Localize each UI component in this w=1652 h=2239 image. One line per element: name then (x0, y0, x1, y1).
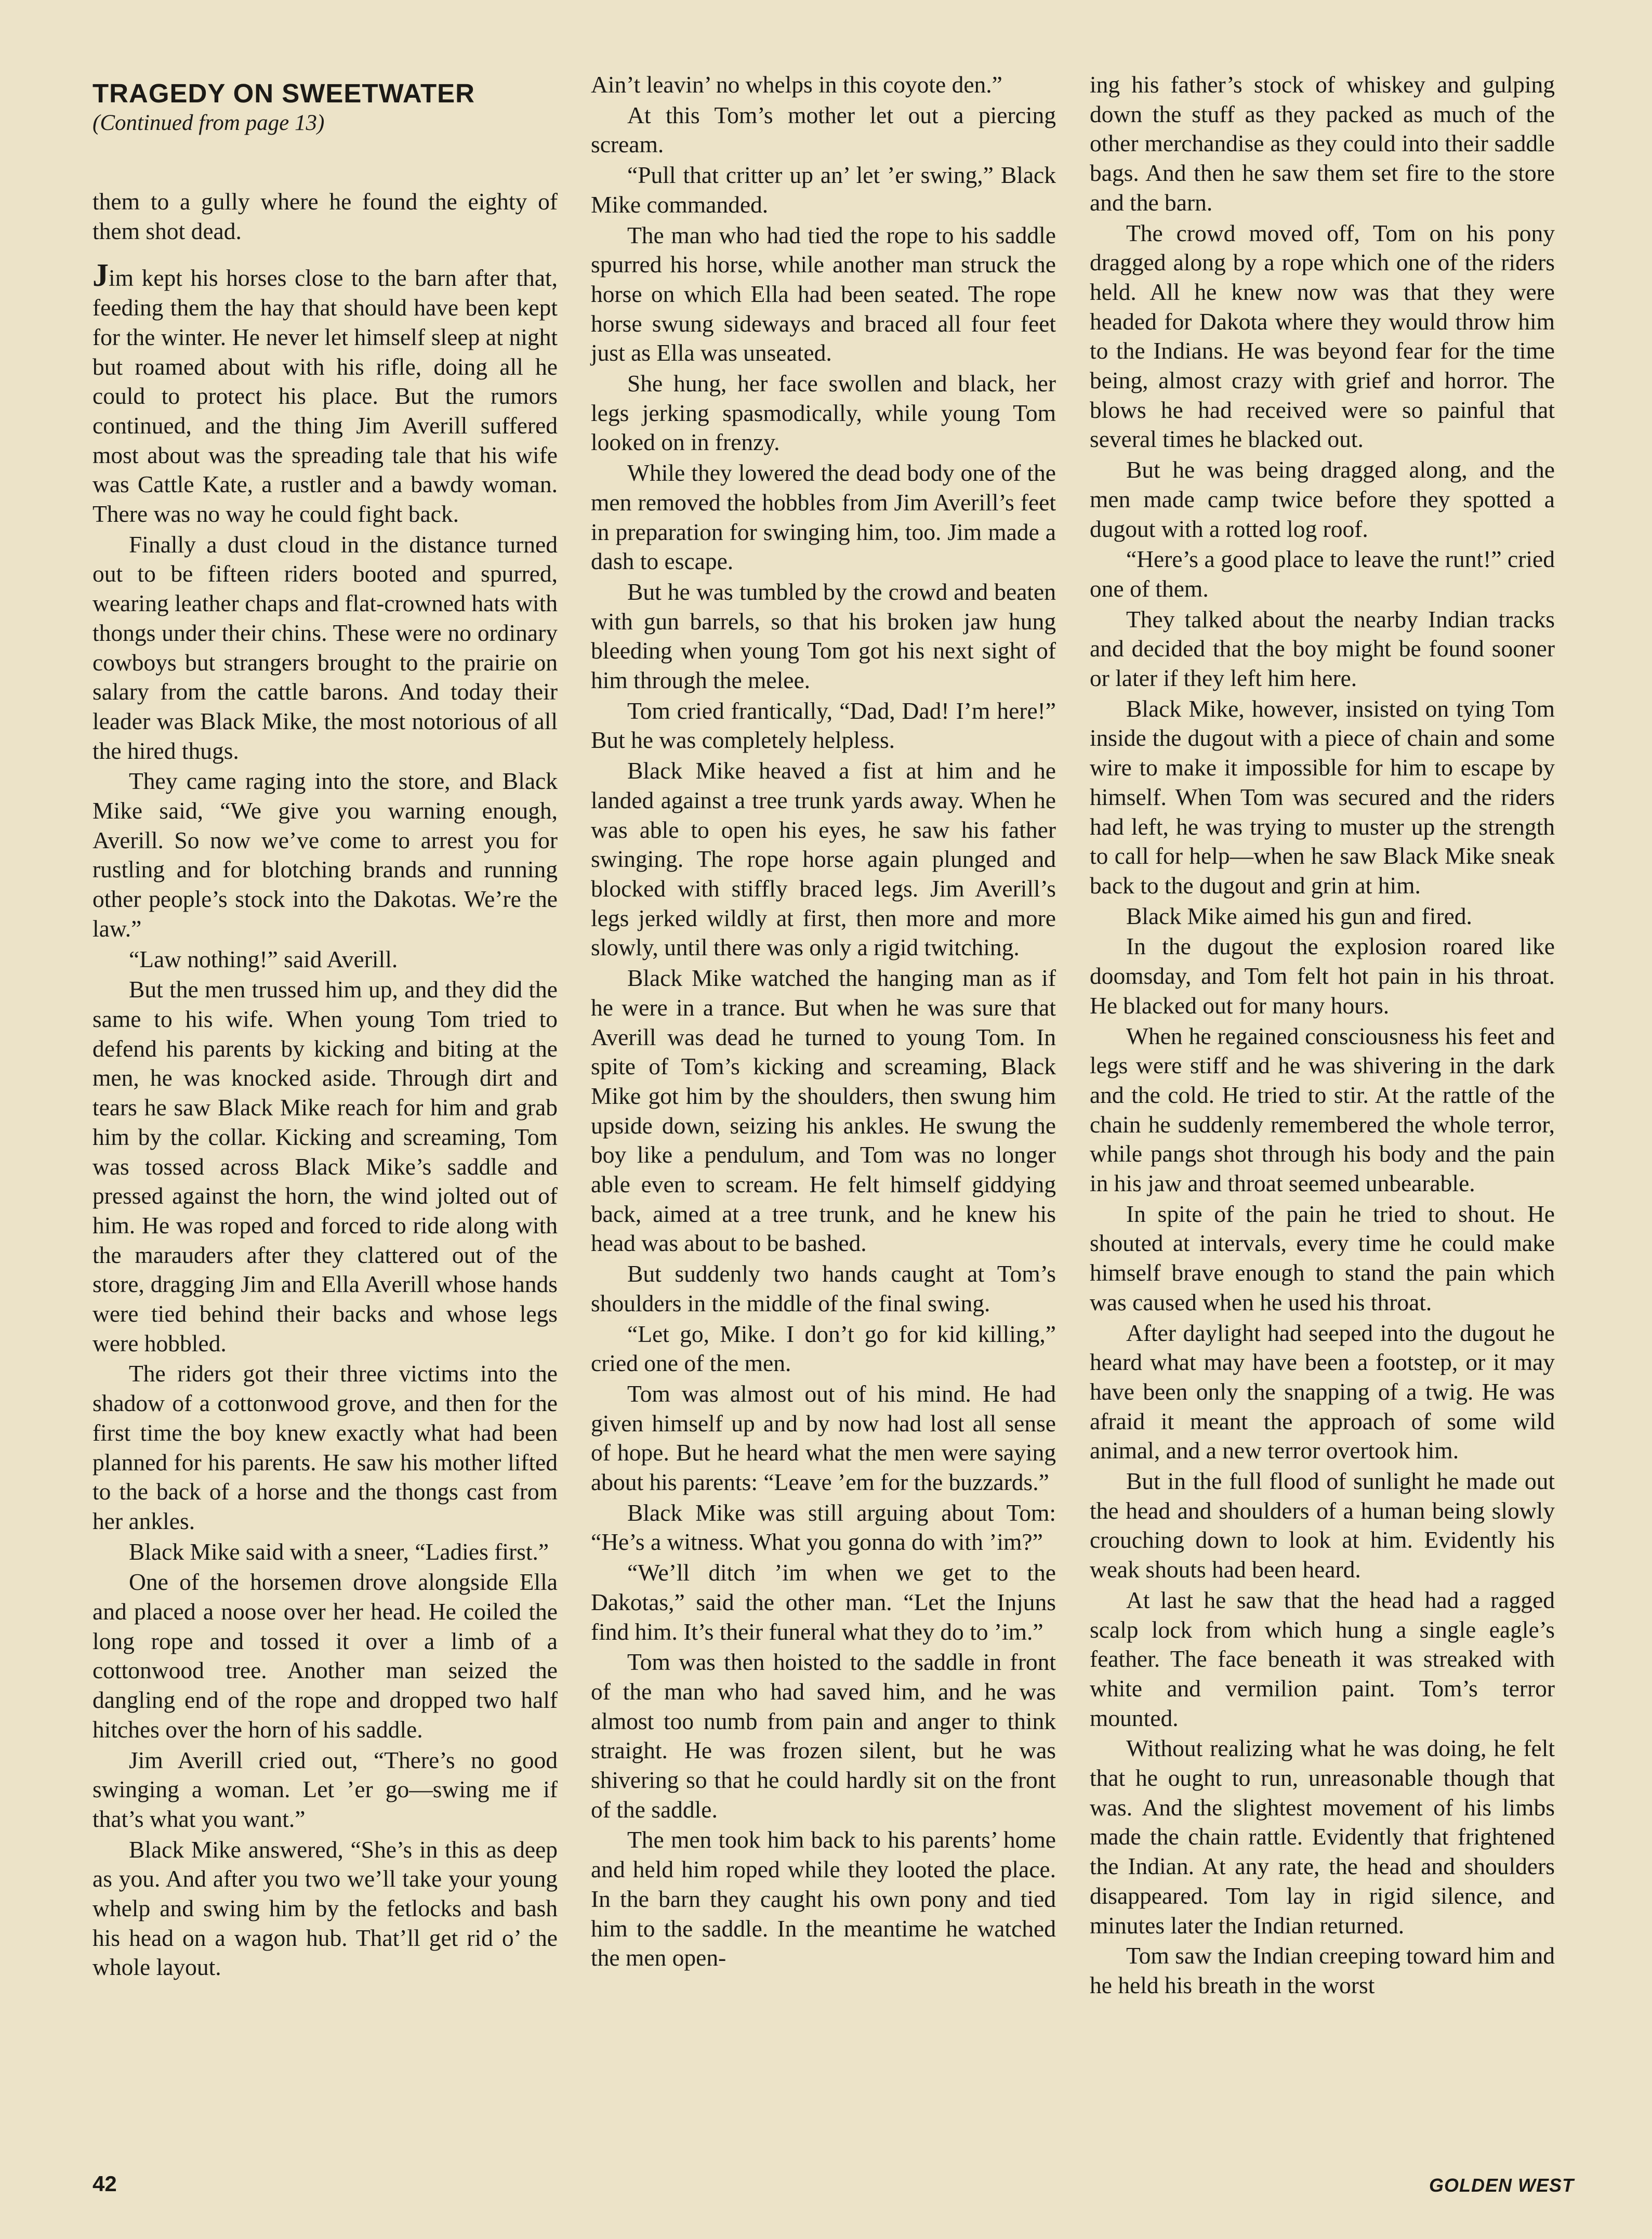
paragraph: Tom was almost out of his mind. He had given himself up and by now had lost all sense of hope. But he heard what the men were saying about his parents: “Leave ’em for the buzzards.” (591, 1380, 1056, 1496)
paragraph: The men took him back to his parents’ home and held him roped while they looted the place. In the barn they caught his own pony and tied him to the saddle. In the meantime he watched the men open- (591, 1826, 1056, 1971)
paragraph: “Pull that critter up an’ let ’er swing,” Black Mike commanded. (591, 162, 1056, 218)
paragraph: But he was being dragged along, and the men made camp twice before they spotted a dugout with a rotted log roof. (1090, 456, 1555, 542)
paragraph: But suddenly two hands caught at Tom’s shoulders in the middle of the final swing. (591, 1260, 1056, 1316)
paragraph-rest: im kept his horses close to the barn after that, feeding them the hay that should have been kept for the winter. He never let himself sleep at night but roamed about with his rifle, doing all he could to protect his place. But the rumors continued, and the thing Jim Averill suffered most about was the spreading tale that his wife was Cattle Kate, a rustler and a bawdy woman. There was no way he could fight back. (92, 265, 558, 528)
paragraph: They talked about the nearby Indian tracks and decided that the boy might be found sooner or later if they left him here. (1090, 605, 1555, 692)
paragraph: At last he saw that the head had a ragged scalp lock from which hung a single eagle’s feather. The face beneath it was streaked with white and vermilion paint. Tom’s terror mounted. (1090, 1586, 1555, 1731)
text-column-2 (591, 70, 1056, 1974)
paragraph: In the dugout the explosion roared like doomsday, and Tom felt hot pain in his throat. He blacked out for many hours. (1090, 933, 1555, 1019)
paragraph: But the men trussed him up, and they did the same to his wife. When young Tom tried to defend his parents by kicking and biting at the men, he was knocked aside. Through dirt and tears he saw Black Mike reach for him and grab him by the collar. Kicking and screaming, Tom was tossed across Black Mike’s saddle and pressed against the horn, the wind jolted out of him. He was roped and forced to ride along with the marauders after they clattered out of the store, dragging Jim and Ella Averill whose hands were tied behind their backs and whose legs were hobbled. (92, 976, 558, 1356)
paragraph: Black Mike watched the hanging man as if he were in a trance. But when he was sure that Averill was dead he turned to young Tom. In spite of Tom’s kicking and screaming, Black Mike got him by the shoulders, then swung him upside down, seizing his ankles. He swung the boy like a pendulum, and Tom was no longer able even to scream. He felt himself giddying back, aimed at a tree trunk, and he knew his head was about to be bashed. (591, 965, 1056, 1257)
paragraph: Black Mike aimed his gun and fired. (1126, 902, 1472, 929)
article-header (92, 78, 560, 136)
paragraph: Tom was then hoisted to the saddle in front of the man who had saved him, and he was almost too numb from pain and anger to think straight. He was frozen silent, but he was shivering so that he could hardly sit on the front of the saddle. (591, 1649, 1056, 1823)
paragraph-dropcap (92, 258, 558, 529)
paragraph: The man who had tied the rope to his saddle spurred his horse, while another man struck the horse on which Ella had been seated. The rope horse swung sideways and braced all four feet just as Ella was unseated. (591, 221, 1056, 366)
paragraph: “Here’s a good place to leave the runt!” cried one of them. (1090, 546, 1555, 602)
paragraph: But he was tumbled by the crowd and beaten with gun barrels, so that his broken jaw hung bleeding when young Tom got his next sight of him through the melee. (591, 578, 1056, 694)
paragraph: Black Mike heaved a fist at him and he landed against a tree trunk yards away. When he was able to open his eyes, he saw his father swinging. The rope horse again plunged and blocked with stiffly braced legs. Jim Averill’s legs jerked wildly at first, then more and more slowly, until there was only a rigid twitching. (591, 757, 1056, 961)
paragraph: Ain’t leavin’ no whelps in this coyote den.” (591, 71, 1002, 98)
paragraph: Black Mike said with a sneer, “Ladies first.” (129, 1538, 549, 1565)
text-column-3 (1090, 70, 1555, 2001)
paragraph: While they lowered the dead body one of the men removed the hobbles from Jim Averill’s feet in preparation for swinging him, too. Jim made a dash to escape. (591, 459, 1056, 575)
paragraph: Black Mike was still arguing about Tom: “He’s a witness. What you gonna do with ’im?” (591, 1499, 1056, 1556)
paragraph: Tom cried frantically, “Dad, Dad! I’m here!” But he was completely helpless. (591, 697, 1056, 754)
text-column-1 (92, 187, 558, 1983)
paragraph: Tom saw the Indian creeping toward him and he held his breath in the worst (1090, 1942, 1555, 1998)
article-title: TRAGEDY ON SWEETWATER (92, 78, 475, 108)
paragraph: Jim Averill cried out, “There’s no good swinging a woman. Let ’er go—swing me if that’s what you want.” (92, 1746, 558, 1832)
paragraph: When he regained consciousness his feet and legs were stiff and he was shivering in the dark and the cold. He tried to stir. At the rattle of the chain he suddenly remembered the whole terror, while pangs shot through his body and the pain in his jaw and throat seemed unbearable. (1090, 1022, 1555, 1197)
paragraph: “Law nothing!” said Averill. (129, 945, 398, 972)
paragraph: “Let go, Mike. I don’t go for kid killing,” cried one of the men. (591, 1320, 1056, 1377)
page-number: 42 (92, 2171, 117, 2196)
drop-cap: J (92, 258, 109, 294)
paragraph: ing his father’s stock of whiskey and gulping down the stuff as they packed as much of the other merchandise as they could into their saddle bags. And then he saw them set fire to the store and the barn. (1090, 71, 1555, 216)
paragraph: One of the horsemen drove alongside Ella and placed a noose over her head. He coiled the long rope and tossed it over a limb of a cottonwood tree. Another man seized the dangling end of the rope and dropped two half hitches over the horn of his saddle. (92, 1569, 558, 1743)
paragraph: They came raging into the store, and Black Mike said, “We give you warning enough, Averill. So now we’ve come to arrest you for rustling and for blotching brands and running other people’s stock into the Dakotas. We’re the law.” (92, 768, 558, 942)
paragraph: The crowd moved off, Tom on his pony dragged along by a rope which one of the riders held. All he knew now was that they were headed for Dakota where they would throw him to the Indians. He was beyond fear for the time being, almost crazy with grief and horror. The blows he had received were so painful that several times he blacked out. (1090, 219, 1555, 453)
paragraph: Without realizing what he was doing, he felt that he ought to run, unreasonable though that was. And the slightest movement of his limbs made the chain rattle. Evidently that frightened the Indian. At any rate, the head and shoulders disappeared. Tom lay in rigid silence, and minutes later the Indian returned. (1090, 1735, 1555, 1939)
paragraph: After daylight had seeped into the dugout he heard what may have been a footstep, or it may have been only the snapping of a twig. He was afraid it meant the approach of some wild animal, and a new terror overtook him. (1090, 1319, 1555, 1464)
paragraph: Finally a dust cloud in the distance turned out to be fifteen riders booted and spurred, wearing leather chaps and flat-crowned hats with thongs under their chins. These were no ordinary cowboys but strangers brought to the prairie on salary from the cattle barons. And today their leader was Black Mike, the most notorious of all the hired thugs. (92, 531, 558, 764)
paragraph: In spite of the pain he tried to shout. He shouted at intervals, every time he could make himself brave enough to stand the pain which was caused when he used his throat. (1090, 1200, 1555, 1315)
paragraph: them to a gully where he found the eighty of them shot dead. (92, 188, 558, 244)
paragraph: She hung, her face swollen and black, her legs jerking spasmodically, while young Tom looked on in frenzy. (591, 370, 1056, 456)
paragraph: Black Mike, however, insisted on tying Tom inside the dugout with a piece of chain and some wire to make it impossible for him to escape by himself. When Tom was secured and the riders had left, he was trying to muster up the strength to call for help—when he saw Black Mike sneak back to the dugout and grin at him. (1090, 695, 1555, 899)
paragraph: Black Mike answered, “She’s in this as deep as you. And after you two we’ll take your young whelp and swing him by the fetlocks and bash his head on a wagon hub. That’ll get rid o’ the whole layout. (92, 1836, 558, 1981)
paragraph: At this Tom’s mother let out a piercing scream. (591, 101, 1056, 158)
paragraph: “We’ll ditch ’im when we get to the Dakotas,” said the other man. “Let the Injuns find him. It’s their funeral what they do to ’im.” (591, 1559, 1056, 1645)
paragraph: The riders got their three victims into the shadow of a cottonwood grove, and then for the first time the boy knew exactly what had been planned for his parents. He saw his mother lifted to the back of a horse and the thongs cast from her ankles. (92, 1360, 558, 1534)
paragraph: But in the full flood of sunlight he made out the head and shoulders of a human being slowly crouching down to look at him. Evidently his weak shouts had been heard. (1090, 1468, 1555, 1583)
magazine-name: GOLDEN WEST (1429, 2175, 1574, 2196)
continued-note: (Continued from page 13) (92, 111, 325, 135)
